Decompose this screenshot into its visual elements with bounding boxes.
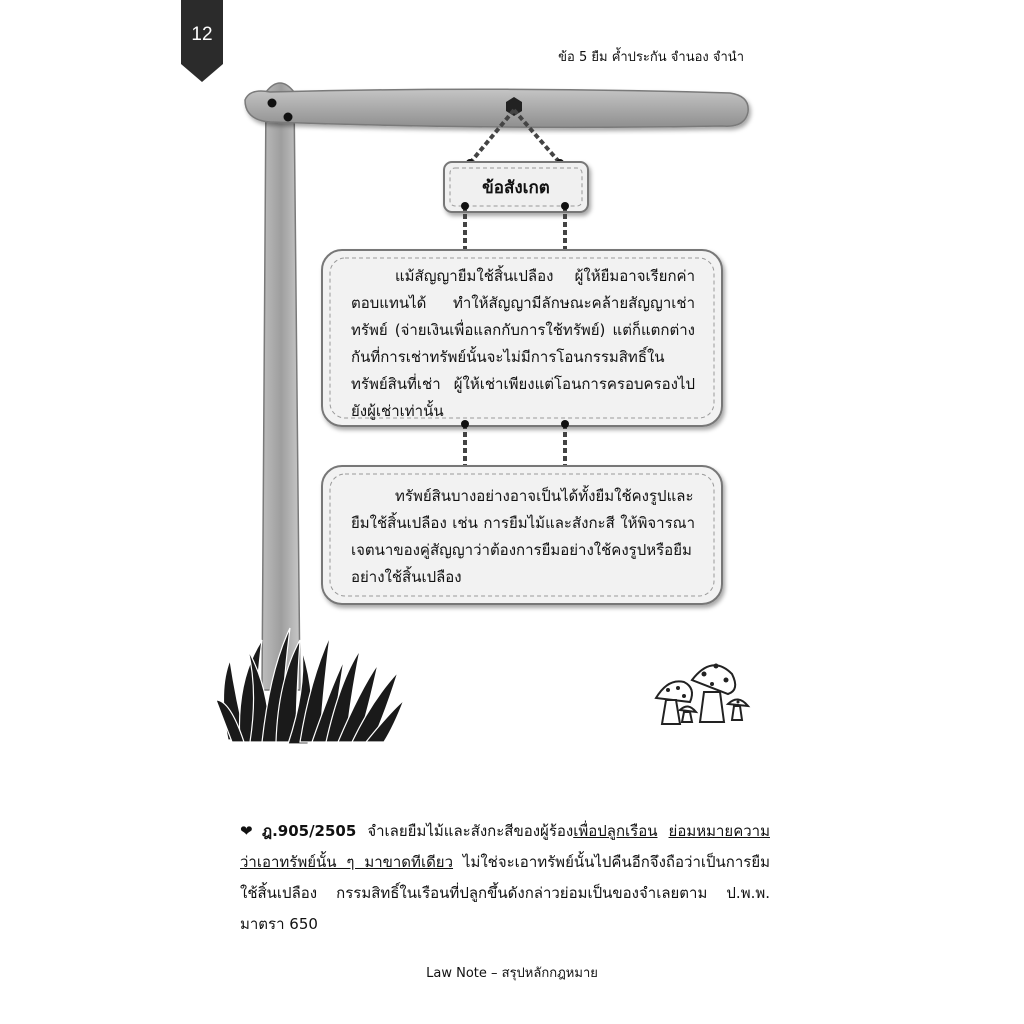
footer: Law Note – สรุปหลักกฎหมาย [426, 966, 598, 981]
note-box-1-text: แม้สัญญายืมใช้สิ้นเปลือง ผู้ให้ยืมอาจเรียกค่าตอบแทนได้ ทำให้สัญญามีลักษณะคล้ายสัญญาเช่าทรัพย์ (จ่ายเงินเพื่อแลกกับการใช้ทรัพย์) แต่ก็แตกต่างกันที่การเช่าทรัพย์นั้นจะไม่มีการโอนกรรมสิทธิ์ในทรัพย์สินที่เช่า ผู้ให้เช่าเพียงแต่โอนการครอบครองไปยังผู้เช่าเท่านั้น [351, 267, 695, 420]
case-text-2: ไม่ใช่จะเอาทรัพย์นั้นไปคืนอีกจึงถือว่าเป็นการยืมใช้สิ้นเปลือง กรรมสิทธิ์ในเรือนที่ปลูกขึ้นดังกล่าวย่อมเป็นของจำเลยตาม ป.พ.พ. มาตรา 650 [240, 853, 771, 933]
sign-label: ข้อสังเกต [482, 177, 550, 198]
case-reference: ฎ.905/2505 [262, 822, 357, 840]
note-box-1 [351, 263, 695, 425]
case-text-1: จำเลยยืมไม้และสังกะสีของผู้ร้อง [356, 822, 574, 840]
heart-icon: ❤ [240, 822, 253, 840]
case-text-underlined-2: ย่อมหมายความว่าเอาทรัพย์นั้น ๆ มาขาดทีเดียว [240, 822, 770, 871]
case-note [240, 816, 770, 940]
chapter-title: ข้อ 5 ยืม ค้ำประกัน จำนอง จำนำ [558, 50, 744, 65]
note-box-2 [351, 483, 695, 591]
case-text-space [658, 822, 669, 840]
page-number: 12 [191, 24, 213, 45]
case-text-underlined-1: เพื่อปลูกเรือน [573, 822, 658, 840]
note-box-2-text: ทรัพย์สินบางอย่างอาจเป็นได้ทั้งยืมใช้คงรูปและยืมใช้สิ้นเปลือง เช่น การยืมไม้และสังกะสี ให้พิจารณาเจตนาของคู่สัญญาว่าต้องการยืมอย่างใช้คงรูปหรือยืมอย่างใช้สิ้นเปลือง [351, 487, 695, 586]
